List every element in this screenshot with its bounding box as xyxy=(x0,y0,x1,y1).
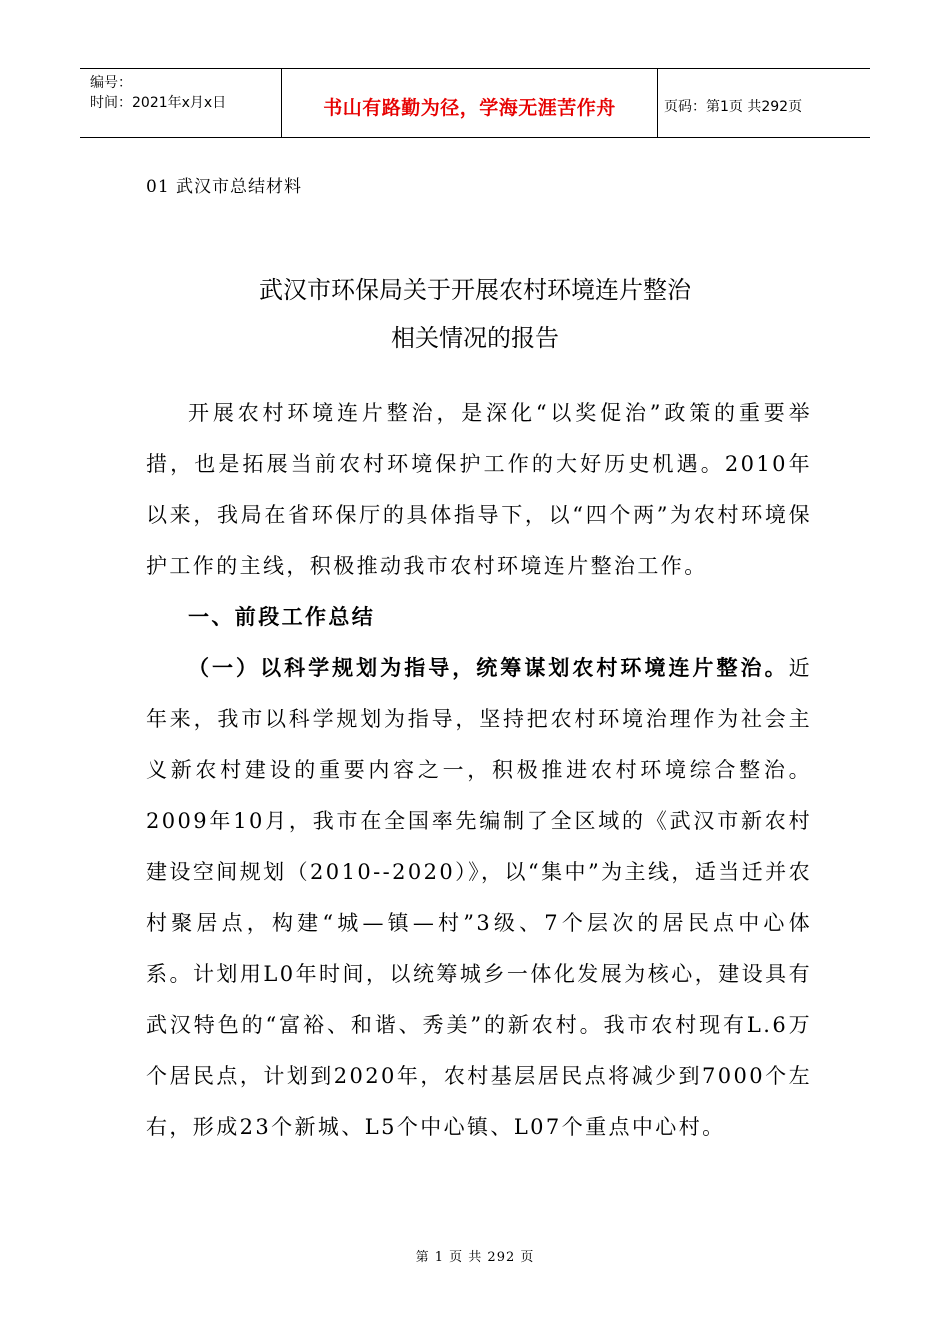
header-page-cell xyxy=(658,69,870,137)
number-label: 编号： xyxy=(90,75,132,91)
document-label: 01 武汉市总结材料 xyxy=(146,177,303,197)
section-heading: 一、前段工作总结 xyxy=(188,605,376,629)
intro-paragraph: 开展农村环境连片整治，是深化“以奖促治”政策的重要举措，也是拓展当前农村环境保护工作的大好历史机遇。2010年以来，我局在省环保厅的具体指导下，以“四个两”为农村环境保护工作的主线，积极推动我市农村环境连片整治工作。 xyxy=(146,401,812,578)
document-header xyxy=(80,68,870,138)
date-label: 时间：2021年x月x日 xyxy=(90,95,227,111)
subsection-paragraph xyxy=(146,643,812,1153)
header-meta-cell xyxy=(80,69,282,137)
header-motto-cell xyxy=(282,69,658,137)
motto-text: 书山有路勤为径，学海无涯苦作舟 xyxy=(323,96,616,119)
subsection-heading: （一）以科学规划为指导，统筹谋划农村环境连片整治。 xyxy=(188,656,789,680)
report-body xyxy=(146,388,812,1153)
report-title-line-2: 相关情况的报告 xyxy=(391,324,559,352)
page-info: 页码：第1页 共292页 xyxy=(664,99,803,115)
page-footer: 第 1 页 共 292 页 xyxy=(415,1250,535,1265)
subsection-body: 近年来，我市以科学规划为指导，坚持把农村环境治理作为社会主义新农村建设的重要内容之一，积极推进农村环境综合整治。2009年10月，我市在全国率先编制了全区域的《武汉市新农村建设空间规划（2010--2020）》，以“集中”为主线，适当迁并农村聚居点，构建“城—镇—村”3级、7个层次的居民点中心体系。计划用L0年时间，以统筹城乡一体化发展为核心，建设具有武汉特色的“富裕、和谐、秀美”的新农村。我市农村现有L.6万个居民点，计划到2020年，农村基层居民点将减少到7000个左右，形成23个新城、L5个中心镇、L07个重点中心村。 xyxy=(146,656,812,1139)
report-title-line-1: 武汉市环保局关于开展农村环境连片整治 xyxy=(259,276,691,304)
